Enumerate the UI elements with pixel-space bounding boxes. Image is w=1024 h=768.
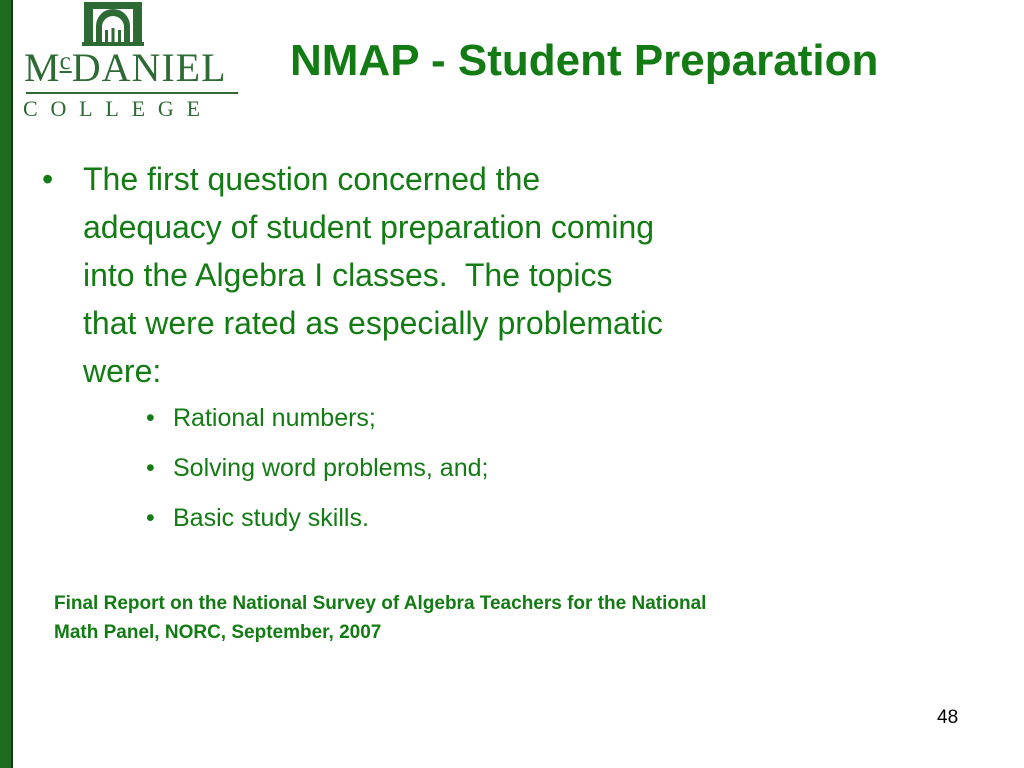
logo-name (24, 44, 227, 91)
page-number: 48 (937, 707, 959, 728)
source-citation (54, 589, 1004, 647)
logo-name-prefix: M (24, 45, 61, 90)
main-bullet-line: The first question concerned the (83, 161, 541, 197)
sub-bullet-marker: • (146, 454, 155, 482)
sub-bullet-text: Solving word problems, and; (173, 454, 489, 482)
main-bullet-line: were: (83, 353, 162, 389)
source-line: Final Report on the National Survey of Algebra Teachers for the National (54, 593, 707, 614)
sub-bullet-marker: • (146, 404, 155, 432)
logo-name-small: c (59, 48, 72, 75)
logo-college: COLLEGE (23, 96, 213, 121)
source-line: Math Panel, NORC, September, 2007 (54, 622, 382, 643)
logo-name-rest: DANIEL (71, 45, 227, 90)
sub-bullet-text: Rational numbers; (173, 404, 376, 432)
building-icon (82, 0, 144, 46)
mcdaniel-college-logo (20, 0, 245, 125)
main-bullet-line: that were rated as especially problematic (83, 305, 663, 341)
logo-divider (26, 92, 238, 94)
slide-title: NMAP - Student Preparation (290, 36, 879, 85)
bullet-marker: • (42, 161, 54, 197)
sub-bullet-text: Basic study skills. (173, 504, 369, 532)
main-bullet-line: into the Algebra I classes. The topics (83, 257, 613, 293)
left-accent-bar (0, 0, 13, 768)
main-bullet-line: adequacy of student preparation coming (83, 209, 655, 245)
main-bullet-text (83, 155, 813, 395)
sub-bullet-marker: • (146, 504, 155, 532)
